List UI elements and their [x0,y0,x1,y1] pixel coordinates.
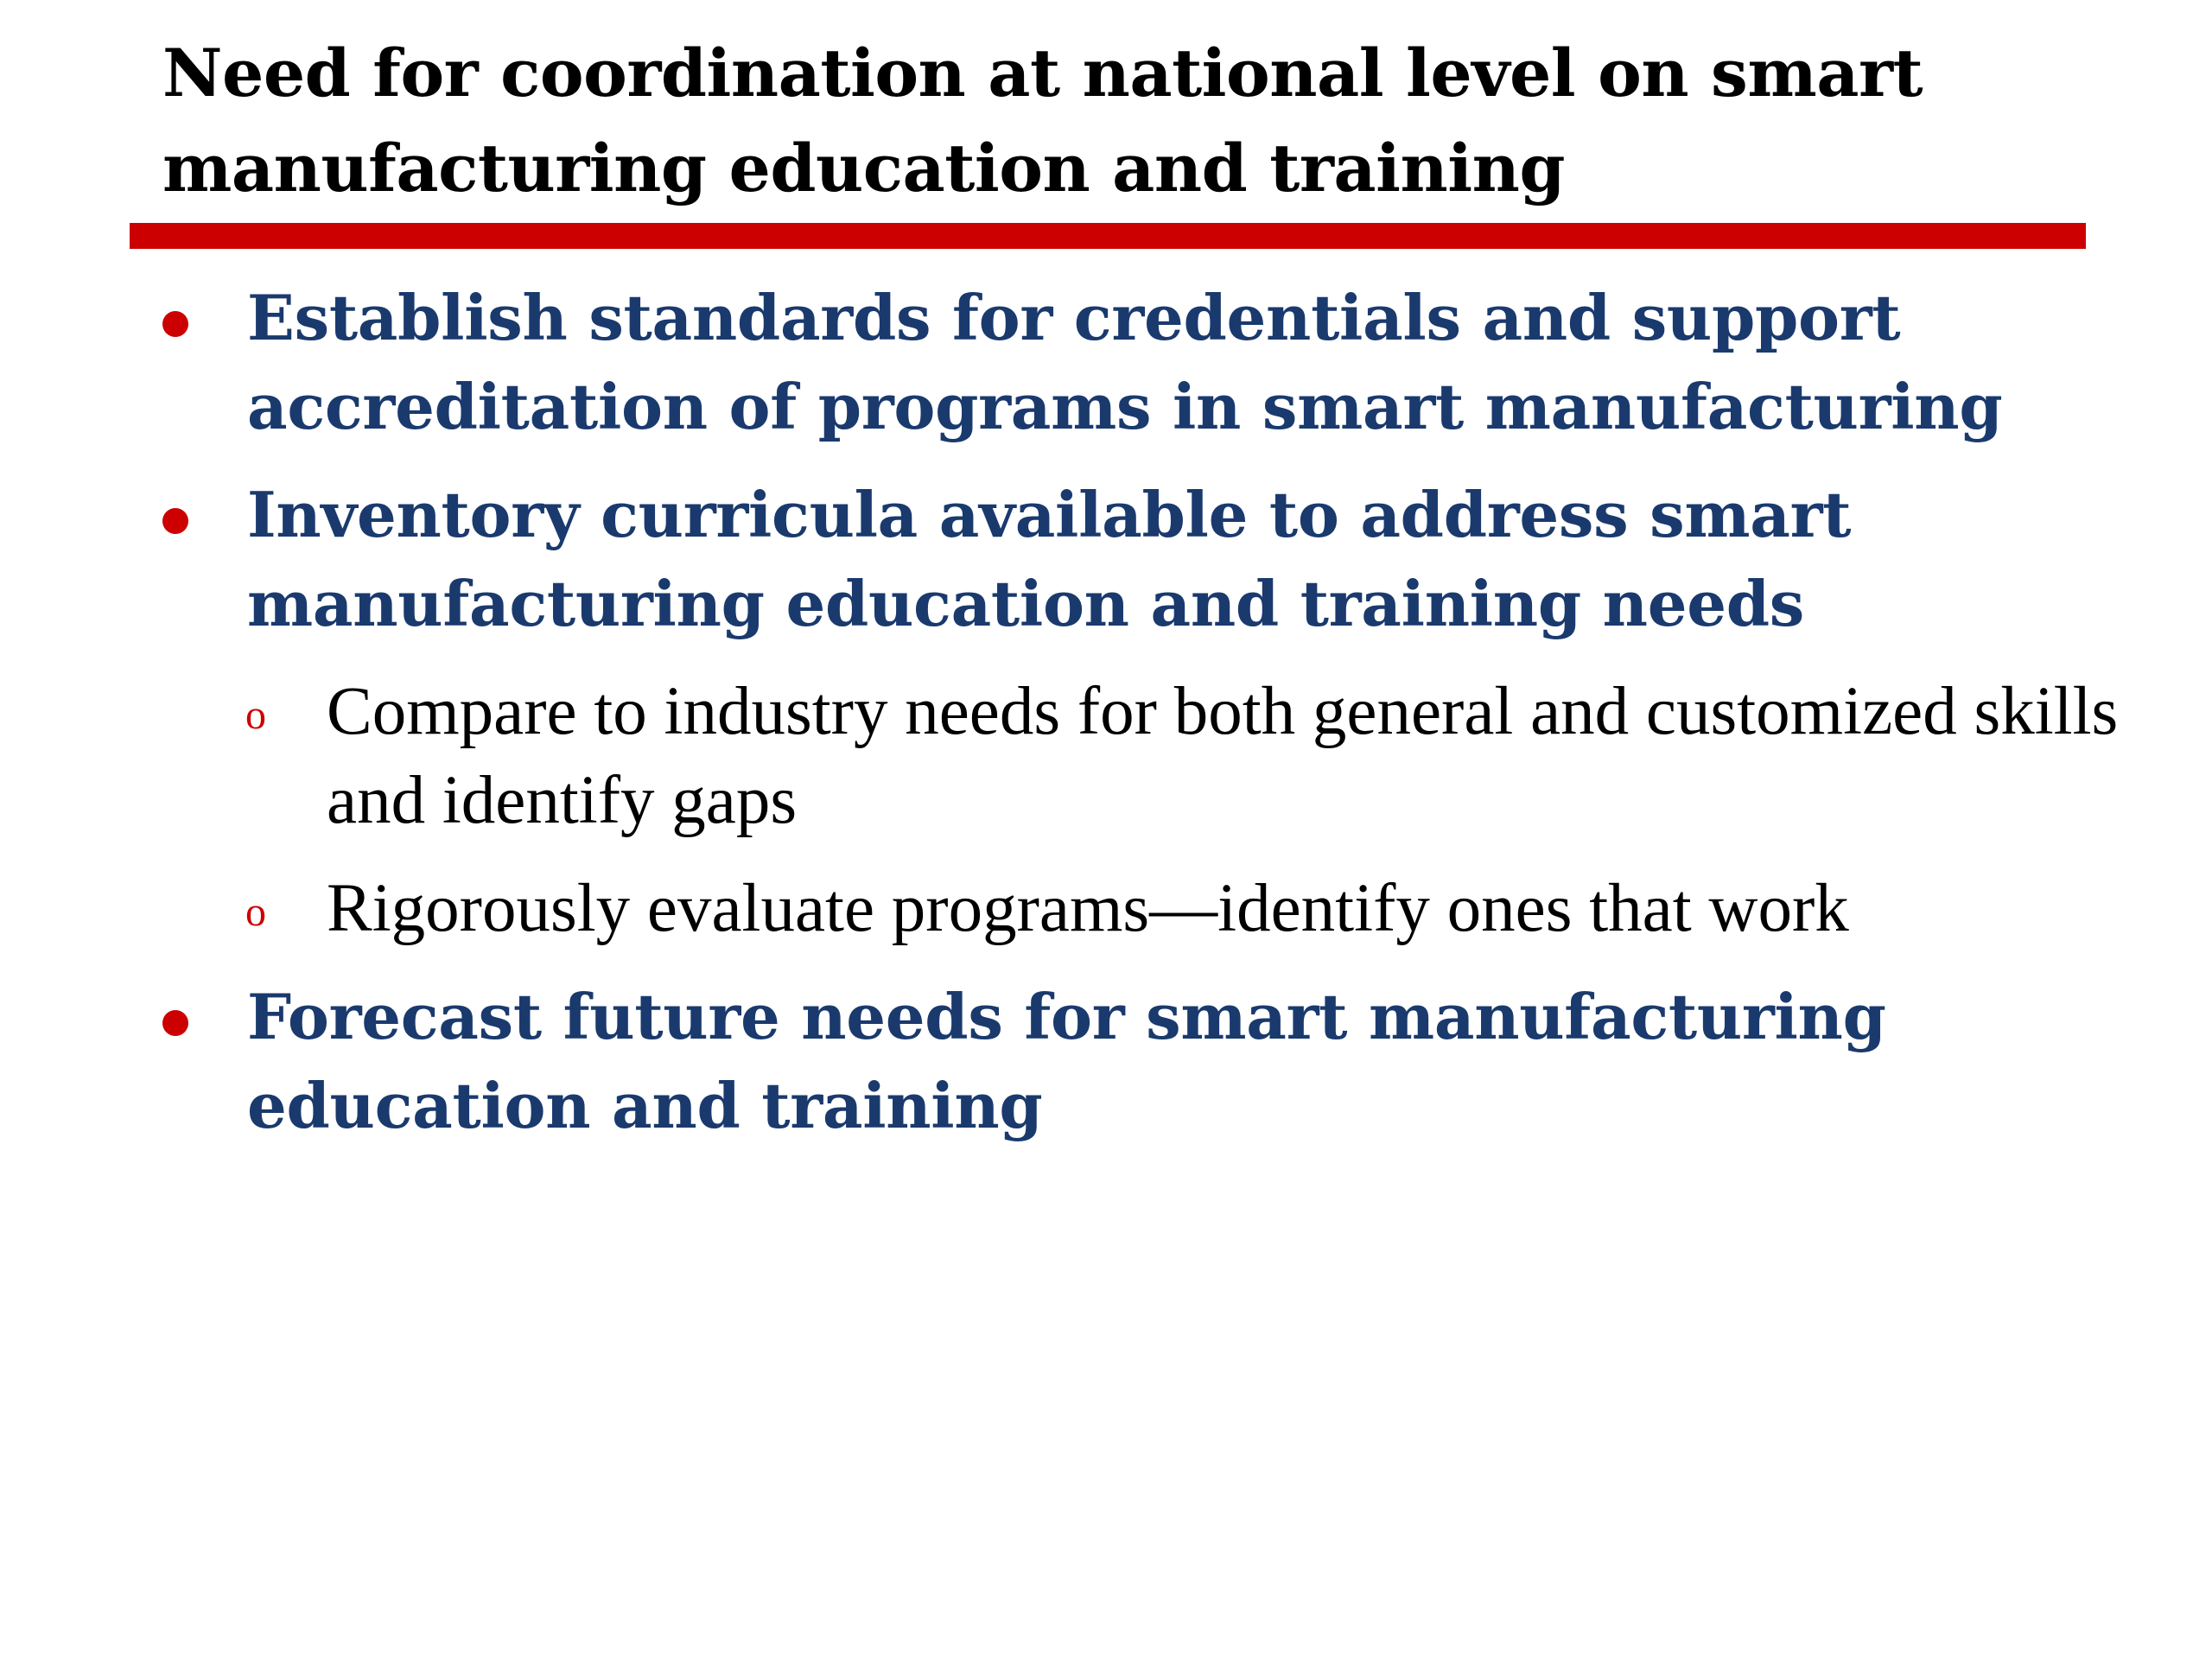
filled-circle-bullet-icon [162,311,188,337]
hollow-o-bullet-icon: o [245,889,266,935]
sub-bullet-item [0,667,2212,845]
hollow-o-bullet-icon: o [245,692,266,738]
filled-circle-bullet-icon [162,1010,188,1036]
filled-circle-bullet-icon [162,508,188,534]
sub-bullet-text: Rigorously evaluate programs—identify ones that work [327,871,1849,946]
bullet-item [0,470,2212,648]
sub-bullet-text: Compare to industry needs for both general and customized skills and identify gaps [327,674,2119,838]
bullet-text: Establish standards for credentials and support accreditation of programs in smart manufacturing [247,281,2003,443]
bullet-item [0,273,2212,451]
sub-bullet-item [0,864,2212,953]
bullet-item [0,972,2212,1150]
bullet-text: Forecast future needs for smart manufacturing education and training [247,980,1886,1142]
bullet-text: Inventory curricula available to address smart manufacturing education and training needs [247,478,1852,640]
title-divider [130,223,2086,249]
bullet-list [0,273,2212,1150]
slide-title: Need for coordination at national level on smart manufacturing education and training [162,35,1923,207]
